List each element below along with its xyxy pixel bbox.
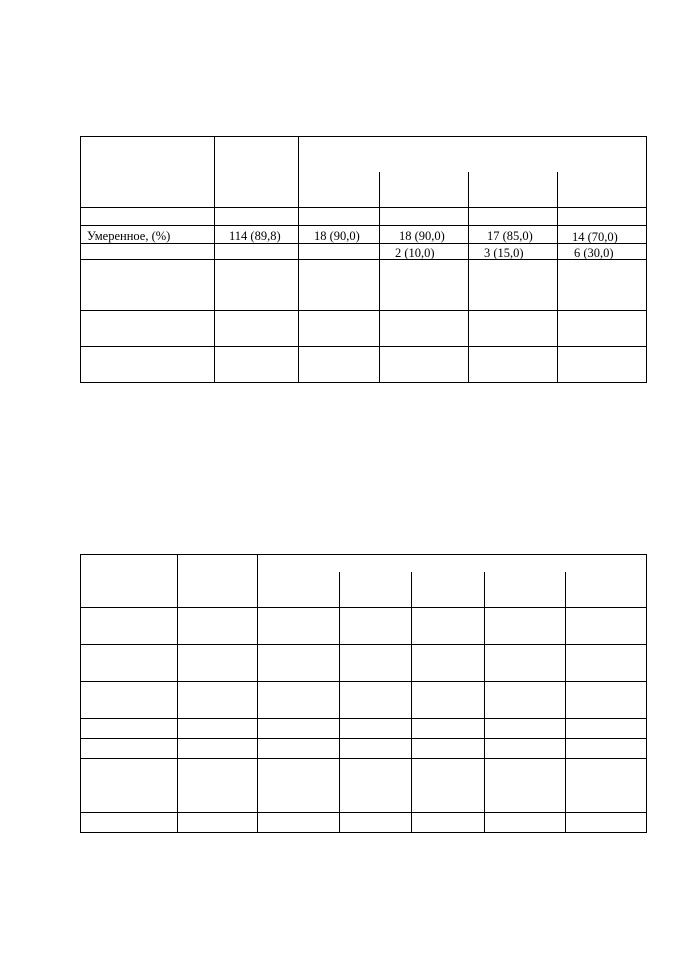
- table-1-cell: 3 (15,0): [484, 246, 524, 260]
- table-1-cell: 2 (10,0): [395, 246, 435, 260]
- table-2-border-top: [80, 554, 647, 555]
- table-1-row-divider: [80, 310, 647, 311]
- table-2-col-divider: [484, 572, 485, 833]
- table-1: [80, 136, 647, 383]
- table-2-row-divider: [80, 607, 647, 608]
- table-2-col-divider: [177, 554, 178, 833]
- table-2-row-divider: [80, 758, 647, 759]
- table-1-cell: 17 (85,0): [487, 229, 533, 243]
- table-1-cell: 18 (90,0): [399, 229, 445, 243]
- table-2-row-divider: [80, 738, 647, 739]
- table-1-row-divider: [80, 259, 647, 260]
- table-2-border-left: [80, 554, 81, 833]
- table-1-col-divider: [379, 172, 380, 383]
- table-2-border-right: [646, 554, 647, 833]
- table-2-col-divider: [565, 572, 566, 833]
- table-1-row-divider: [80, 207, 647, 208]
- table-1-row-divider: [80, 225, 647, 226]
- table-2-row-divider: [80, 812, 647, 813]
- table-2: [80, 554, 647, 833]
- table-1-cell: 6 (30,0): [574, 246, 614, 260]
- table-2-col-divider: [411, 572, 412, 833]
- table-2-row-divider: [80, 644, 647, 645]
- table-1-cell: 114 (89,8): [229, 229, 281, 243]
- table-1-border-bottom: [80, 382, 647, 383]
- table-2-row-divider: [80, 718, 647, 719]
- table-1-row-divider: [80, 243, 647, 244]
- table-1-col-divider: [468, 172, 469, 383]
- table-2-border-bottom: [80, 832, 647, 833]
- table-1-cell: 14 (70,0): [572, 230, 618, 244]
- table-1-border-top: [80, 136, 647, 137]
- table-2-row-divider: [80, 681, 647, 682]
- table-2-col-divider: [339, 572, 340, 833]
- table-1-row-label: Умеренное, (%): [87, 229, 171, 243]
- table-1-cell: 18 (90,0): [314, 229, 360, 243]
- table-1-col-divider: [557, 172, 558, 383]
- table-2-col-divider: [257, 554, 258, 833]
- table-1-row-divider: [80, 346, 647, 347]
